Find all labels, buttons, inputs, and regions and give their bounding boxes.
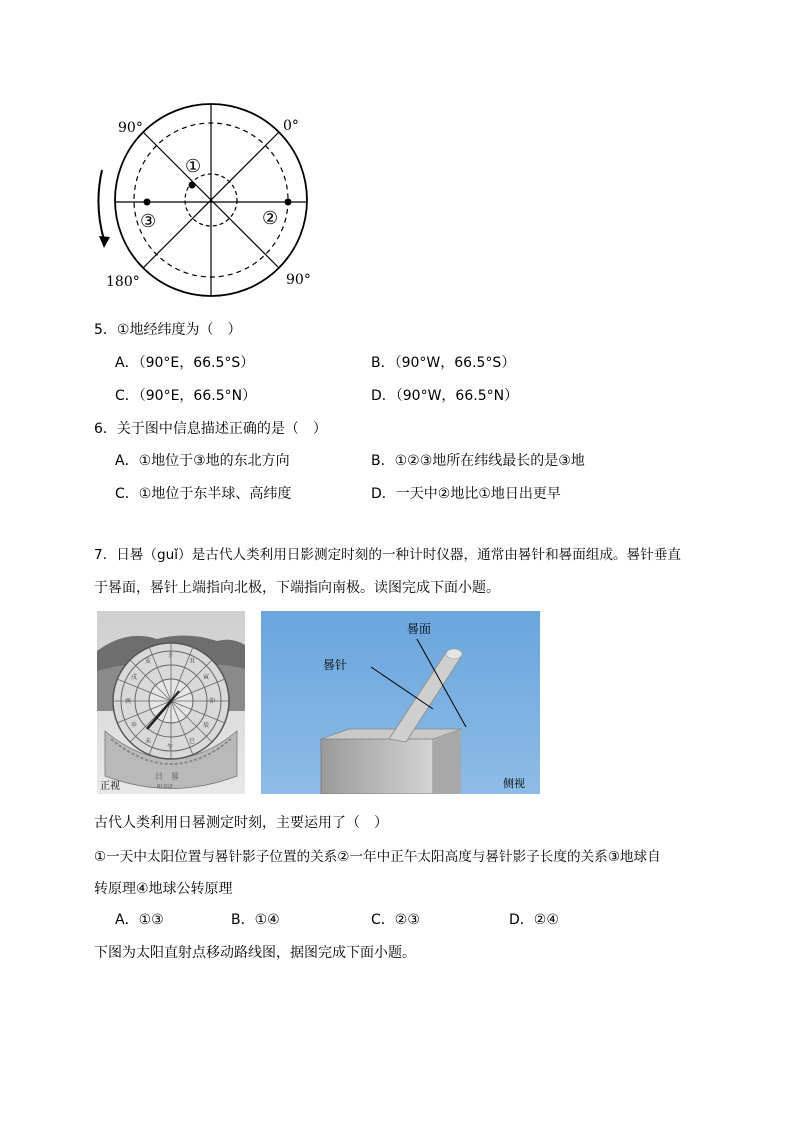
q7-option-b[interactable]: B．①④ [231, 912, 280, 928]
q6-option-d[interactable]: D．一天中②地比①地日出更早 [371, 486, 561, 502]
svg-text:丑: 丑 [189, 658, 196, 665]
photo1-caption: 正视 [100, 781, 120, 792]
q5-option-a[interactable]: A．（90°E，66.5°S） [115, 355, 255, 371]
q5-option-b[interactable]: B．（90°W，66.5°S） [371, 355, 516, 371]
photo2-caption: 侧视 [503, 777, 525, 790]
svg-text:巳: 巳 [189, 738, 196, 745]
q5-option-d[interactable]: D．（90°W，66.5°N） [371, 388, 519, 404]
svg-text:酉: 酉 [125, 698, 132, 705]
point-1-dot [189, 182, 196, 189]
q5-stem: 5．①地经纬度为（ ） [94, 322, 242, 338]
q7-intro-line2: 于晷面，晷针上端指向北极，下端指向南极。读图完成下面小题。 [94, 580, 500, 596]
svg-text:申: 申 [131, 722, 138, 729]
q7-question: 古代人类利用日晷测定时刻，主要运用了（ ） [94, 815, 388, 831]
point-1-label: ① [185, 156, 202, 177]
point-2-dot [285, 199, 292, 206]
q7-statements-line2: 转原理④地球公转原理 [94, 881, 233, 897]
q7-intro-line1: 7．日晷（guǐ）是古代人类利用日影测定时刻的一种计时仪器，通常由晷针和晷面组成。晷针垂直 [94, 547, 682, 563]
point-3-dot [144, 199, 151, 206]
rotation-arrow-head-icon [99, 236, 110, 248]
photo1-plaque-sub: RI GUI [157, 784, 173, 790]
next-question-intro: 下图为太阳直射点移动路线图，据图完成下面小题。 [94, 945, 416, 961]
pedestal [321, 739, 433, 794]
label-top-right: 0° [283, 118, 299, 134]
q6-option-a[interactable]: A．①地位于③地的东北方向 [115, 453, 290, 469]
label-bottom-right: 90° [286, 272, 311, 288]
label-bottom-left: 180° [106, 274, 140, 290]
svg-text:辰: 辰 [203, 722, 210, 729]
svg-text:亥: 亥 [145, 658, 152, 665]
rotation-arrow [98, 170, 104, 240]
q7-option-c[interactable]: C．②③ [371, 912, 420, 928]
q7-statements-line1: ①一天中太阳位置与晷针影子位置的关系②一年中正午太阳高度与晷针影子长度的关系③地球自 [94, 849, 661, 865]
svg-text:寅: 寅 [203, 674, 210, 681]
point-3-label: ③ [140, 211, 157, 232]
svg-text:卯: 卯 [209, 698, 216, 705]
photo2-label-needle: 晷针 [323, 658, 348, 672]
q6-option-b[interactable]: B．①②③地所在纬线最长的是③地 [371, 453, 585, 469]
polar-view-diagram [96, 100, 326, 300]
photo1-plaque: 日 晷 [155, 772, 179, 781]
svg-text:午: 午 [167, 744, 174, 751]
q5-option-c[interactable]: C．（90°E，66.5°N） [115, 388, 257, 404]
svg-text:戌: 戌 [131, 674, 138, 681]
point-2-label: ② [262, 208, 279, 229]
q7-option-a[interactable]: A．①③ [115, 912, 164, 928]
sundial-side-photo [261, 611, 540, 794]
photo2-label-face: 晷面 [407, 622, 432, 636]
svg-text:子: 子 [167, 652, 174, 659]
svg-text:未: 未 [145, 738, 152, 745]
label-top-left: 90° [118, 120, 143, 136]
q6-option-c[interactable]: C．①地位于东半球、高纬度 [115, 486, 292, 502]
q7-option-d[interactable]: D．②④ [509, 912, 559, 928]
q6-stem: 6．关于图中信息描述正确的是（ ） [94, 421, 327, 437]
sundial-front-photo [97, 611, 245, 794]
